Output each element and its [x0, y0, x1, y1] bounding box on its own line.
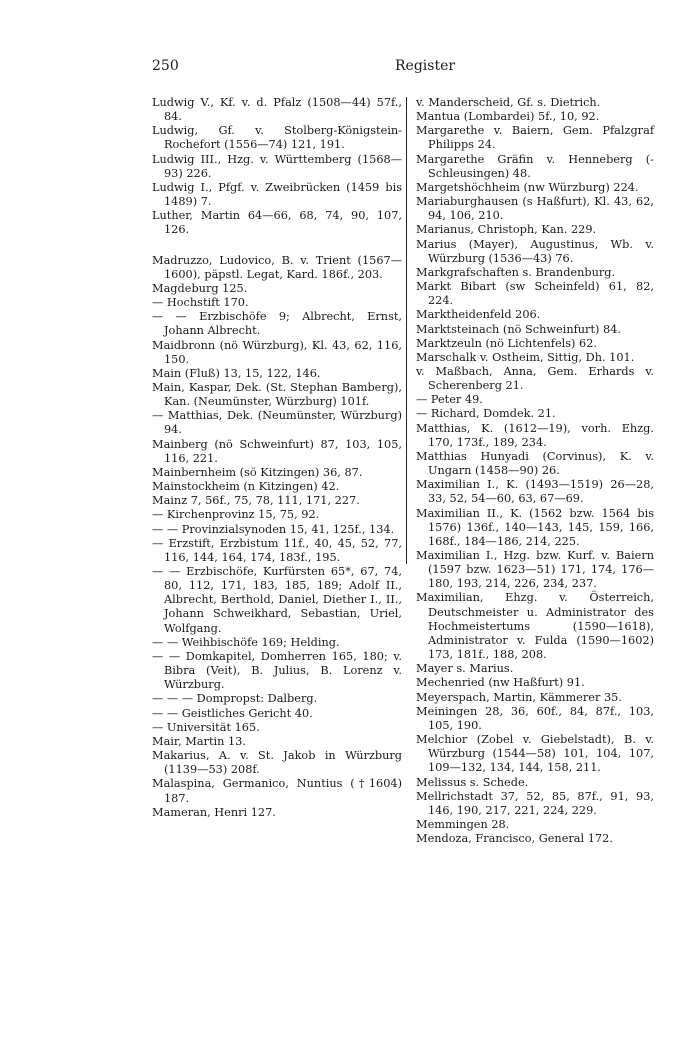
index-entry: Marschalk v. Ostheim, Sittig, Dh. 101. [416, 350, 635, 364]
index-entry: Matthias, K. (1612—19), vorh. Ehzg. 170, 173f., 189, 234. [416, 421, 654, 449]
column-divider [406, 97, 407, 564]
index-entry: v. Manderscheid, Gf. s. Dietrich. [416, 96, 601, 109]
index-entry: Melissus s. Schede. [416, 775, 529, 789]
index-entry: Main (Fluß) 13, 15, 122, 146. [152, 366, 321, 380]
index-entry: Maximilian, Ehzg. v. Österreich, Deutschmeister u. Administrator des Hochmeistertums (1590—1618), Administrator v. Fulda (1590—1602) 173, 181f., 188, 208. [416, 591, 654, 662]
index-entry: Ludwig V., Kf. v. d. Pfalz (1508—44) 57f., 84. [152, 96, 402, 124]
index-entry: Madruzzo, Ludovico, B. v. Trient (1567—1600), päpstl. Legat, Kard. 186f., 203. [152, 253, 402, 281]
index-entry: Maidbronn (nö Würzburg), Kl. 43, 62, 116, 150. [152, 338, 402, 366]
index-entry: Memmingen 28. [416, 817, 510, 831]
index-entry: Mameran, Henri 127. [152, 805, 276, 819]
index-entry: Mainbernheim (sö Kitzingen) 36, 87. [152, 465, 363, 479]
index-entry: Mechenried (nw Haßfurt) 91. [416, 676, 585, 690]
running-head: Register [395, 58, 456, 74]
index-entry: Mantua (Lombardei) 5f., 10, 92. [416, 110, 600, 124]
index-entry: Mayer s. Marius. [416, 662, 514, 676]
index-entry: Magdeburg 125. [152, 281, 248, 295]
index-entry: Matthias Hunyadi (Corvinus), K. v. Ungarn (1458—90) 26. [416, 449, 654, 478]
index-entry: — Universität 165. [152, 720, 260, 734]
index-entry: — — Erzbischöfe, Kurfürsten 65*, 67, 74, 80, 112, 171, 183, 185, 189; Adolf II., Albrecht, Berthold, Daniel, Diether I., II., Johann Schweikhard, Sebastian, Uriel, Wolfgang. [152, 565, 402, 635]
index-entry: Main, Kaspar, Dek. (St. Stephan Bamberg), Kan. (Neumünster, Würzburg) 101f. [152, 380, 402, 409]
index-entry: Marius (Mayer), Augustinus, Wb. v. Würzburg (1536—43) 76. [416, 237, 654, 265]
index-column-right [416, 96, 654, 846]
index-entry: Markt Bibart (sw Scheinfeld) 61, 82, 224. [416, 280, 654, 308]
index-entry: Mainz 7, 56f., 75, 78, 111, 171, 227. [152, 494, 360, 508]
index-entry: Ludwig, Gf. v. Stolberg-Königstein-Rochefort (1556—74) 121, 191. [152, 124, 402, 152]
index-entry: — Erzstift, Erzbistum 11f., 40, 45, 52, 77, 116, 144, 164, 174, 183f., 195. [152, 536, 402, 564]
index-entry: — Matthias, Dek. (Neumünster, Würzburg) 94. [152, 409, 402, 437]
index-entry: Mainstockheim (n Kitzingen) 42. [152, 480, 340, 494]
index-entry: Mariaburghausen (s Haßfurt), Kl. 43, 62, 94, 106, 210. [416, 195, 654, 223]
index-entry: Makarius, A. v. St. Jakob in Würzburg (1139—53) 208f. [152, 749, 402, 777]
index-entry: — — Provinzialsynoden 15, 41, 125f., 134. [152, 522, 395, 536]
index-entry: Margetshöchheim (nw Würzburg) 224. [416, 180, 639, 194]
index-entry: — Peter 49. [416, 393, 483, 407]
index-entry: Margarethe Gräfin v. Henneberg (-Schleusingen) 48. [416, 152, 654, 180]
page-number: 250 [152, 58, 179, 74]
index-entry: Margarethe v. Baiern, Gem. Pfalzgraf Philipps 24. [416, 124, 654, 152]
index-entry: Markgrafschaften s. Brandenburg. [416, 265, 616, 279]
index-entry: v. Maßbach, Anna, Gem. Erhards v. Scherenberg 21. [416, 364, 654, 393]
index-entry: Luther, Martin 64—66, 68, 74, 90, 107, 126. [152, 209, 402, 237]
index-entry: — — — Dompropst: Dalberg. [152, 692, 318, 706]
index-entry: Mainberg (nö Schweinfurt) 87, 103, 105, 116, 221. [152, 437, 402, 465]
index-entry: Meyerspach, Martin, Kämmerer 35. [416, 690, 622, 704]
index-entry: — Kirchenprovinz 15, 75, 92. [152, 508, 320, 522]
index-entry: Mellrichstadt 37, 52, 85, 87f., 91, 93, 146, 190, 217, 221, 224, 229. [416, 789, 654, 817]
index-entry: Marktheidenfeld 206. [416, 308, 541, 322]
index-entry: Maximilian I., K. (1493—1519) 26—28, 33, 52, 54—60, 63, 67—69. [416, 478, 654, 506]
index-entry: Marianus, Christoph, Kan. 229. [416, 223, 597, 237]
index-entry: Maximilian II., K. (1562 bzw. 1564 bis 1576) 136f., 140—143, 145, 159, 166, 168f., 184—186, 214, 225. [416, 506, 654, 548]
index-entry: — — Erzbischöfe 9; Albrecht, Ernst, Johann Albrecht. [152, 310, 402, 338]
index-entry: — — Domkapitel, Domherren 165, 180; v. Bibra (Veit), B. Julius, B. Lorenz v. Würzburg. [152, 649, 402, 692]
index-entry: Ludwig III., Hzg. v. Württemberg (1568—93) 226. [152, 152, 402, 180]
index-entry: Marktzeuln (nö Lichtenfels) 62. [416, 336, 598, 350]
index-entry: Melchior (Zobel v. Giebelstadt), B. v. Würzburg (1544—58) 101, 104, 107, 109—132, 134, 144, 158, 211. [416, 733, 654, 775]
index-entry: Meiningen 28, 36, 60f., 84, 87f., 103, 105, 190. [416, 704, 654, 732]
index-entry: Marktsteinach (nö Schweinfurt) 84. [416, 322, 621, 336]
index-entry: — Richard, Domdek. 21. [416, 407, 556, 421]
index-entry: — — Geistliches Gericht 40. [152, 706, 313, 720]
index-entry: — — Weihbischöfe 169; Helding. [152, 635, 340, 649]
index-column-left [152, 96, 402, 820]
index-entry: Malaspina, Germanico, Nuntius (†1604) 187. [152, 777, 402, 805]
index-entry: Maximilian I., Hzg. bzw. Kurf. v. Baiern (1597 bzw. 1623—51) 171, 174, 176—180, 193, 214, 226, 234, 237. [416, 549, 654, 591]
index-entry: — Hochstift 170. [152, 296, 249, 310]
index-entry: Mendoza, Francisco, General 172. [416, 832, 613, 846]
index-entry: Mair, Martin 13. [152, 734, 246, 748]
index-entry: Ludwig I., Pfgf. v. Zweibrücken (1459 bis 1489) 7. [152, 180, 402, 209]
